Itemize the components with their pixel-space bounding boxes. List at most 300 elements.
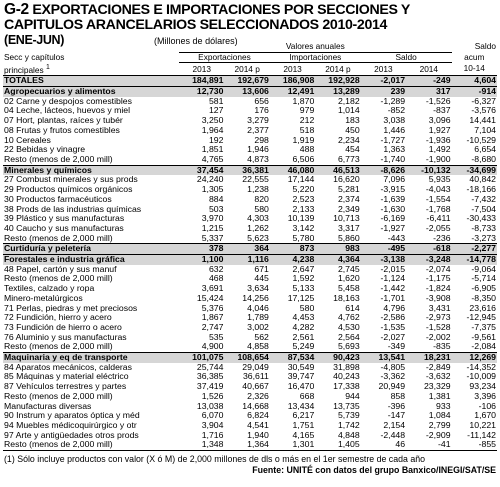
value-cell: 979: [299, 106, 315, 116]
row-label: Forestales e industria gráfica: [3, 255, 179, 265]
value-cell: -1,124: [380, 274, 406, 284]
value-cell: 1,592: [292, 274, 315, 284]
value-cell: 468: [208, 274, 224, 284]
value-cell: 2,745: [337, 264, 360, 274]
value-cell: 2,523: [292, 194, 315, 204]
row-label: Agropecuarios y alimentos: [3, 87, 179, 97]
saldo-header: Saldo: [361, 52, 452, 63]
value-cell: 3,142: [292, 223, 315, 233]
row-label: Minero-metalúrgicos: [4, 293, 83, 303]
table-row: [3, 411, 497, 421]
table-row: [3, 294, 497, 304]
value-cell: 6,217: [292, 411, 315, 421]
table-row: [3, 205, 497, 215]
value-cell: 1,789: [247, 313, 269, 323]
value-cell: -1,927: [380, 223, 406, 233]
value-cell: 4,848: [337, 430, 360, 440]
title-line-1: G-2 EXPORTACIONES E IMPORTACIONES POR SECCIONES Y: [4, 1, 411, 18]
value-cell: 5,337: [201, 233, 224, 243]
value-cell: 1,919: [292, 135, 315, 145]
value-cell: 5,860: [337, 233, 360, 243]
value-cell: 12,491: [270, 87, 315, 97]
value-cell: 671: [254, 264, 269, 274]
row-label: 97 Arte y antigüedades otros prods: [4, 430, 139, 440]
value-cell: 36,611: [242, 372, 269, 382]
value-cell: -3,138: [361, 255, 406, 265]
value-cell: 3,904: [201, 420, 224, 430]
value-cell: 4,900: [201, 342, 224, 352]
row-label: 39 Plástico y sus manufacturas: [4, 214, 125, 224]
value-cell: -9,561: [471, 332, 496, 342]
value-cell: 1,238: [247, 185, 269, 195]
value-cell: -7,432: [471, 194, 496, 204]
value-cell: 983: [315, 244, 360, 255]
value-cell: 5,220: [292, 185, 315, 195]
value-cell: 5,249: [292, 342, 315, 352]
value-cell: 454: [345, 145, 360, 155]
value-cell: 24,240: [196, 175, 224, 185]
value-cell: 29,049: [242, 362, 269, 372]
value-cell: -855: [452, 440, 497, 450]
value-cell: 2,377: [247, 125, 269, 135]
value-cell: -914: [452, 87, 497, 97]
value-cell: 1,446: [383, 125, 406, 135]
value-cell: -3,273: [471, 233, 496, 243]
col0-header-line1: Secc y capítulos: [4, 52, 65, 62]
table-row: [3, 313, 497, 323]
table-row: [3, 155, 497, 165]
value-cell: 4,303: [247, 214, 269, 224]
value-cell: 31,898: [333, 362, 360, 372]
value-cell: -1,175: [425, 274, 451, 284]
value-cell: 12,269: [452, 353, 497, 363]
year-header: 2014 p: [234, 63, 260, 74]
value-cell: -7,504: [471, 204, 496, 214]
title-line-3: (ENE-JUN) (Millones de dólares): [4, 33, 238, 47]
value-cell: -8,680: [471, 155, 496, 164]
title-line-2: CAPITULOS ARANCELARIOS SELECCIONADOS 2010-2014: [4, 17, 388, 33]
value-cell: 2,799: [428, 420, 451, 430]
value-cell: 4,453: [292, 313, 315, 323]
value-cell: 5,376: [201, 303, 224, 313]
row-label: 38 Prods de las industrias químicas: [4, 204, 142, 214]
value-cell: 5,693: [337, 342, 360, 352]
trade-table: [3, 42, 497, 451]
value-cell: 518: [299, 125, 315, 135]
row-label: 84 Aparatos mecánicos, calderas: [4, 362, 132, 372]
value-cell: 4,364: [315, 255, 360, 265]
row-label: Curtiduría y peletería: [3, 244, 179, 255]
value-cell: 1,215: [201, 223, 224, 233]
value-cell: 5,780: [292, 233, 315, 243]
value-cell: -2,084: [471, 342, 496, 352]
value-cell: 3,317: [337, 223, 360, 233]
footnote: (1) Sólo incluye productos con valor (X ó M) de 2,000 millones de dls o más en el 1er semestre de cada año: [4, 454, 426, 464]
value-cell: -5,714: [471, 274, 496, 284]
row-label: 48 Papel, cartón y sus manuf: [4, 264, 117, 274]
value-cell: 4,796: [383, 303, 406, 313]
value-cell: 1,492: [428, 145, 451, 155]
value-cell: -837: [433, 106, 451, 116]
value-cell: 1,946: [247, 145, 269, 155]
value-cell: 46,080: [270, 165, 315, 175]
value-cell: 2,182: [337, 96, 360, 106]
table-row: [3, 440, 497, 450]
value-cell: 37,454: [179, 165, 224, 175]
value-cell: 1,526: [201, 391, 224, 401]
value-cell: 36,385: [196, 372, 224, 382]
value-cell: 1,927: [428, 125, 451, 135]
value-cell: -106: [478, 401, 496, 411]
table-row: [3, 304, 497, 314]
value-cell: 239: [361, 87, 406, 97]
value-cell: 2,326: [247, 391, 269, 401]
value-cell: 2,564: [337, 332, 360, 342]
table-row: [3, 431, 497, 441]
value-cell: 17,338: [333, 382, 360, 392]
value-cell: 3,002: [247, 322, 269, 332]
value-cell: 13,735: [333, 401, 360, 411]
value-cell: -1,936: [425, 135, 451, 145]
value-cell: -2,055: [425, 223, 451, 233]
table-row: [3, 342, 497, 352]
value-cell: 20,949: [378, 382, 406, 392]
table-row: [3, 145, 497, 155]
value-cell: 1,716: [201, 430, 224, 440]
value-cell: 36,381: [224, 165, 269, 175]
acum-header: acum: [464, 52, 485, 62]
value-cell: 10,221: [469, 420, 496, 430]
value-cell: 944: [345, 391, 360, 401]
value-cell: -14,352: [466, 362, 496, 372]
value-cell: 580: [299, 303, 315, 313]
value-cell: 6,824: [247, 411, 269, 421]
value-cell: 14,441: [469, 116, 496, 126]
row-label: TOTALES: [3, 76, 179, 87]
section-row: [3, 244, 497, 255]
row-label: Resto (menos de 2,000 mill): [4, 233, 113, 243]
row-label: Resto (menos de 2,000 mill): [3, 440, 179, 450]
row-label: 94 Muebles médicoquirúrgico y otr: [4, 420, 137, 430]
value-cell: 1,670: [474, 411, 496, 421]
row-label: 08 Frutas y frutos comestibles: [4, 125, 120, 135]
value-cell: 212: [299, 116, 315, 126]
value-cell: -12,945: [466, 313, 496, 323]
table-row: [3, 97, 497, 107]
value-cell: 3,396: [474, 391, 496, 401]
value-cell: -495: [361, 244, 406, 255]
value-cell: -2,074: [425, 264, 451, 274]
value-cell: 378: [179, 244, 224, 255]
value-cell: 4,858: [247, 342, 269, 352]
value-cell: 37,419: [196, 382, 224, 392]
value-cell: 445: [254, 274, 269, 284]
table-row: [3, 234, 497, 244]
value-cell: 884: [208, 194, 224, 204]
year-header: 2014 p: [325, 63, 351, 74]
value-cell: 13,434: [287, 401, 315, 411]
value-cell: -8,626: [361, 165, 406, 175]
value-cell: -1,528: [425, 322, 451, 332]
value-cell: 18,231: [406, 353, 451, 363]
table-row: [3, 382, 497, 392]
value-cell: 1,084: [428, 411, 451, 421]
value-cell: 581: [208, 96, 224, 106]
value-cell: 632: [208, 264, 224, 274]
value-cell: -835: [433, 342, 451, 352]
value-cell: 22,555: [242, 175, 269, 185]
value-cell: 13,289: [315, 87, 360, 97]
col0-header-line2: principales $^1$: [4, 63, 50, 75]
value-cell: -9,064: [471, 264, 496, 274]
value-cell: -34,699: [452, 165, 497, 175]
value-cell: -236: [433, 233, 451, 243]
row-label: 27 Combust minerales y sus prods: [4, 175, 138, 185]
value-cell: -2,027: [380, 332, 406, 342]
value-cell: -349: [387, 342, 406, 352]
value-cell: 1,751: [292, 420, 315, 430]
value-cell: -7,375: [471, 322, 496, 332]
value-cell: 1,851: [201, 145, 224, 155]
value-cell: 1,305: [201, 185, 224, 195]
table-row: [3, 224, 497, 234]
value-cell: 3,279: [247, 116, 269, 126]
value-cell: 40,667: [242, 382, 269, 392]
value-cell: -1,289: [380, 96, 406, 106]
value-cell: 6,773: [337, 155, 360, 164]
value-cell: 87,534: [270, 353, 315, 363]
value-cell: 186,908: [270, 76, 315, 87]
value-cell: 17,144: [287, 175, 315, 185]
value-cell: -1,900: [425, 155, 451, 164]
value-cell: -1,824: [425, 284, 451, 294]
value-cell: 3,634: [247, 284, 269, 294]
value-cell: 46: [361, 440, 406, 450]
value-cell: 13,541: [361, 353, 406, 363]
value-cell: -3,915: [380, 185, 406, 195]
value-cell: -8,733: [471, 223, 496, 233]
row-label: Resto (menos de 2,000 mill): [4, 274, 113, 284]
value-cell: -618: [406, 244, 451, 255]
value-cell: -18,166: [466, 185, 496, 195]
exportaciones-header: Exportaciones: [179, 52, 270, 63]
value-cell: 93,234: [469, 382, 496, 392]
value-cell: -1,442: [380, 284, 406, 294]
value-cell: 1,301: [270, 440, 315, 450]
section-row: [3, 87, 497, 97]
value-cell: 192: [208, 135, 224, 145]
value-cell: -2,909: [425, 430, 451, 440]
value-cell: 2,561: [292, 332, 315, 342]
value-cell: 10,139: [287, 214, 315, 224]
value-cell: 16,470: [287, 382, 315, 392]
row-label: 07 Hort, plantas, raíces y tubér: [4, 116, 123, 126]
value-cell: 1,348: [179, 440, 224, 450]
row-label: Resto (menos de 2,000 mill): [4, 391, 113, 401]
value-cell: 1,014: [337, 106, 360, 116]
table-row: [3, 323, 497, 333]
value-cell: 40,842: [469, 175, 496, 185]
value-cell: 298: [254, 135, 269, 145]
value-cell: 873: [270, 244, 315, 255]
value-cell: 614: [345, 303, 360, 313]
table-row: [3, 372, 497, 382]
period-header: 10-14: [463, 63, 485, 74]
value-cell: -1,535: [380, 322, 406, 332]
footer: [4, 454, 496, 476]
value-cell: 4,762: [337, 313, 360, 323]
value-cell: -1,630: [380, 204, 406, 214]
figure-number: G-2: [4, 1, 29, 18]
value-cell: -14,778: [452, 255, 497, 265]
value-cell: 17,125: [287, 293, 315, 303]
value-cell: 14,668: [242, 401, 269, 411]
value-cell: 6,070: [201, 411, 224, 421]
value-cell: -41: [406, 440, 451, 450]
value-cell: -2,277: [452, 244, 497, 255]
value-cell: -1,639: [380, 194, 406, 204]
value-cell: 317: [406, 87, 451, 97]
value-cell: -1,526: [425, 96, 451, 106]
value-cell: 6,506: [292, 155, 315, 164]
row-label: 10 Cereales: [4, 135, 51, 145]
value-cell: 5,133: [292, 284, 315, 294]
value-cell: -1,554: [425, 194, 451, 204]
value-cell: -2,015: [380, 264, 406, 274]
value-cell: 13,038: [196, 401, 224, 411]
value-cell: 4,046: [247, 303, 269, 313]
value-cell: 933: [436, 401, 451, 411]
value-cell: -6,411: [426, 214, 451, 224]
year-header: 2013: [192, 63, 211, 74]
table-row: [3, 421, 497, 431]
row-label: Manufacturas diversas: [4, 401, 92, 411]
valores-anuales-header: Valores anuales: [179, 42, 451, 52]
value-cell: 2,747: [201, 322, 224, 332]
table-row: [3, 116, 497, 126]
value-cell: -147: [387, 411, 406, 421]
value-cell: -3,362: [380, 372, 406, 382]
table-row: [3, 402, 497, 412]
value-cell: 450: [345, 125, 360, 135]
row-label: Maquinaria y eq de transporte: [3, 353, 179, 363]
value-cell: -4,805: [380, 362, 406, 372]
value-cell: -6,905: [471, 284, 496, 294]
value-cell: 4,282: [292, 322, 315, 332]
value-cell: 3,431: [428, 303, 451, 313]
table-row: [3, 363, 497, 373]
units-note: (Millones de dólares): [154, 36, 238, 46]
value-cell: 1,100: [179, 255, 224, 265]
value-cell: 535: [208, 332, 224, 342]
value-cell: 3,038: [383, 116, 406, 126]
value-cell: -2,849: [425, 362, 451, 372]
value-cell: 18,163: [333, 293, 360, 303]
year-header: 2013: [283, 63, 302, 74]
value-cell: 488: [299, 145, 315, 155]
value-cell: -3,248: [406, 255, 451, 265]
value-cell: -2,002: [425, 332, 451, 342]
value-cell: 40,243: [333, 372, 360, 382]
table-row: [3, 185, 497, 195]
value-cell: 1,940: [247, 430, 269, 440]
value-cell: 90,423: [315, 353, 360, 363]
value-cell: 101,075: [179, 353, 224, 363]
value-cell: 580: [254, 204, 269, 214]
value-cell: -1,727: [380, 135, 406, 145]
table-row: [3, 195, 497, 205]
value-cell: -2,448: [380, 430, 406, 440]
value-cell: 3,970: [201, 214, 224, 224]
table-row: [3, 333, 497, 343]
value-cell: 13,606: [224, 87, 269, 97]
source-note: Fuente: UNITÉ con datos del grupo Banxico/INEGI/SAT/SE: [252, 465, 496, 475]
table-row: [3, 126, 497, 136]
value-cell: 2,647: [292, 264, 315, 274]
value-cell: 4,238: [270, 255, 315, 265]
section-row: [3, 165, 497, 175]
value-cell: 4,541: [247, 420, 269, 430]
table-row: [3, 214, 497, 224]
row-label: 90 Instrum y aparatos óptica y méd: [4, 411, 140, 421]
row-label: Minerales y químicos: [3, 165, 179, 175]
value-cell: -249: [406, 76, 451, 87]
table-row: [3, 392, 497, 402]
value-cell: -10,009: [466, 372, 496, 382]
value-cell: 12,730: [179, 87, 224, 97]
row-label: 72 Fundición, hierro y acero: [4, 313, 112, 323]
value-cell: -30,433: [466, 214, 496, 224]
value-cell: 30,549: [287, 362, 315, 372]
row-label: 30 Productos farmacéuticos: [4, 194, 112, 204]
value-cell: 1,870: [292, 96, 315, 106]
row-label: 22 Bebidas y vinagre: [4, 145, 86, 155]
header-row-3: [3, 63, 497, 76]
value-cell: 5,623: [247, 233, 269, 243]
value-cell: 1,262: [247, 223, 269, 233]
value-cell: 1,381: [428, 391, 451, 401]
value-cell: 562: [254, 332, 269, 342]
value-cell: -396: [387, 401, 406, 411]
footnote-marker: 1: [45, 63, 50, 71]
value-cell: -1,740: [380, 155, 406, 164]
value-cell: 1,405: [315, 440, 360, 450]
value-cell: -1,768: [425, 204, 451, 214]
value-cell: 503: [208, 204, 224, 214]
header-row-1: [3, 42, 497, 52]
value-cell: 1,363: [383, 145, 406, 155]
table-row: [3, 284, 497, 294]
value-cell: 7,096: [383, 175, 406, 185]
value-cell: 2,154: [383, 420, 406, 430]
value-cell: 39,747: [287, 372, 315, 382]
value-cell: 15,424: [196, 293, 224, 303]
value-cell: 127: [208, 106, 224, 116]
value-cell: -2,586: [380, 313, 406, 323]
value-cell: 46,513: [315, 165, 360, 175]
value-cell: 7,104: [474, 125, 496, 135]
value-cell: -2,973: [425, 313, 451, 323]
table-row: [3, 265, 497, 275]
value-cell: 16,620: [333, 175, 360, 185]
row-label: 76 Aluminio y sus manufacturas: [4, 332, 127, 342]
value-cell: 820: [254, 194, 269, 204]
value-cell: 4,873: [247, 155, 269, 164]
value-cell: -3,632: [425, 372, 451, 382]
value-cell: 1,620: [337, 274, 360, 284]
value-cell: -6,169: [380, 214, 406, 224]
value-cell: 4,604: [452, 76, 497, 87]
